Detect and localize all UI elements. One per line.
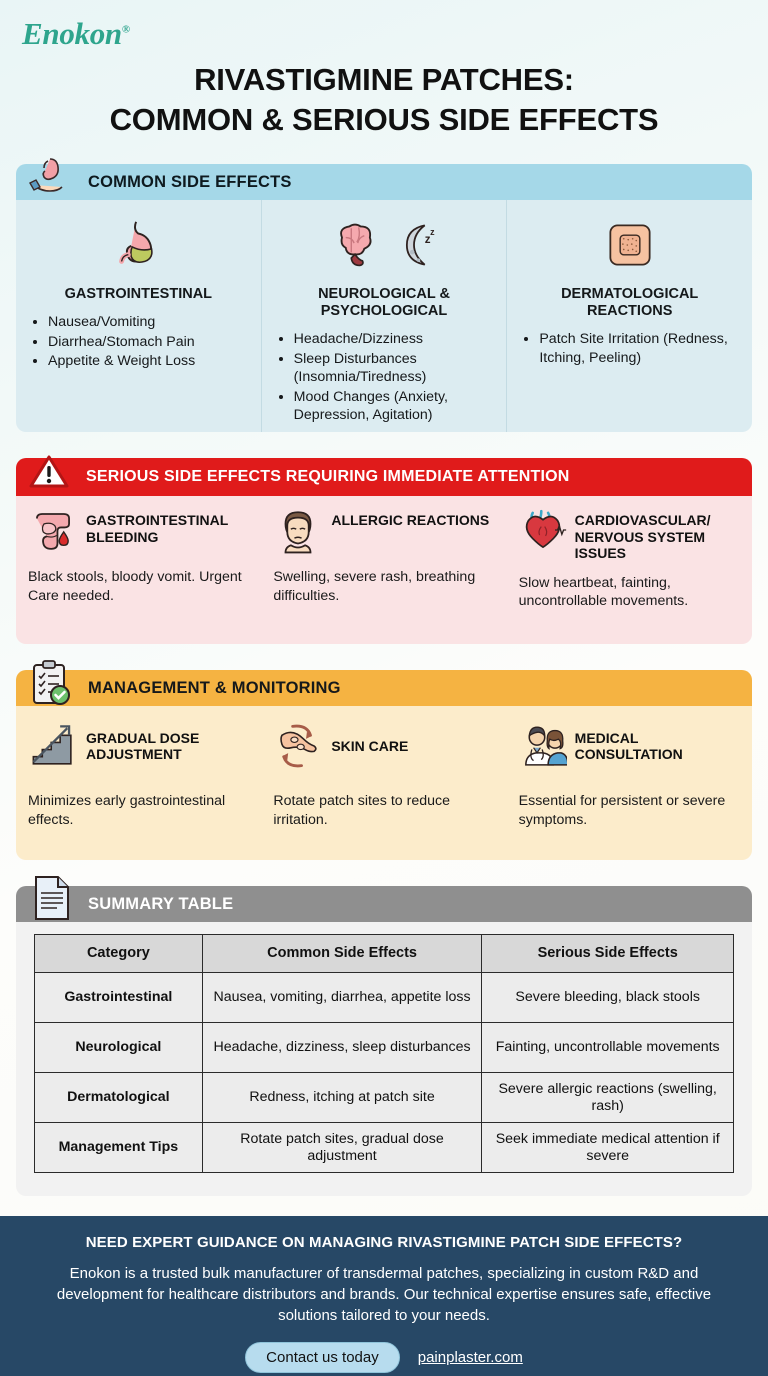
trademark-symbol: ® [121, 23, 130, 36]
arm-rotate-icon [273, 721, 323, 771]
svg-text:z: z [424, 233, 431, 247]
list-item: • Appetite & Weight Loss [48, 352, 247, 371]
brand-name: Enokon [22, 16, 122, 51]
common-column-gastrointestinal [16, 200, 261, 432]
common-column-list [48, 313, 247, 371]
serious-column-desc: Swelling, severe rash, breathing difficulties. [273, 569, 476, 604]
svg-text:z: z [430, 227, 435, 238]
cell-serious: Severe allergic reactions (swelling, rash) [482, 1073, 734, 1123]
footer-body-text: Enokon is a trusted bulk manufacturer of transdermal patches, specializing in custom R&D and development for healthcare distributors and brands. Our technical expertise ensures safe, effective solutions tailored to your needs. [56, 1265, 712, 1324]
management-column-title: SKIN CARE [331, 737, 409, 754]
management-column-skin-care [261, 716, 506, 860]
list-item: • Sleep Disturbances (Insomnia/Tiredness) [294, 350, 493, 387]
hand-stomach-icon [24, 151, 76, 203]
serious-section-header [16, 458, 752, 496]
doctors-icon [519, 722, 567, 770]
page-title-line2: COMMON & SERIOUS SIDE EFFECTS [109, 102, 659, 137]
cell-common: Redness, itching at patch site [202, 1073, 482, 1123]
cell-common: Nausea, vomiting, diarrhea, appetite loss [202, 973, 482, 1023]
management-column-dose [16, 716, 261, 860]
serious-section-title: SERIOUS SIDE EFFECTS REQUIRING IMMEDIATE ATTENTION [86, 468, 570, 485]
common-side-effects-section [16, 164, 752, 432]
page-title [0, 60, 768, 140]
cell-category: Neurological [35, 1023, 203, 1073]
intestine-bleeding-icon [28, 506, 78, 556]
management-column-desc: Rotate patch sites to reduce irritation. [273, 793, 450, 828]
list-item: • Diarrhea/Stomach Pain [48, 333, 247, 352]
cell-serious: Fainting, uncontrollable movements [482, 1023, 734, 1073]
document-icon [30, 874, 74, 922]
column-header-serious: Serious Side Effects [482, 935, 734, 973]
serious-column-gi-bleeding [16, 504, 261, 644]
summary-table [34, 934, 734, 1173]
page-title-line1: RIVASTIGMINE PATCHES: [194, 62, 574, 97]
column-header-common: Common Side Effects [202, 935, 482, 973]
cell-serious: Severe bleeding, black stools [482, 973, 734, 1023]
common-column-list [539, 330, 738, 367]
cell-common: Headache, dizziness, sleep disturbances [202, 1023, 482, 1073]
brain-moon-icon [276, 214, 493, 276]
footer-heading: NEED EXPERT GUIDANCE ON MANAGING RIVASTIGMINE PATCH SIDE EFFECTS? [85, 1234, 683, 1251]
common-column-title: DERMATOLOGICAL REACTIONS [561, 286, 699, 319]
table-row [35, 1023, 734, 1073]
cell-category: Gastrointestinal [35, 973, 203, 1023]
cell-common: Rotate patch sites, gradual dose adjustment [202, 1123, 482, 1173]
website-link[interactable]: painplaster.com [417, 1349, 523, 1366]
common-column-list [294, 330, 493, 425]
stomach-icon [30, 214, 247, 276]
warning-triangle-icon [26, 449, 72, 495]
swollen-face-icon [273, 506, 323, 556]
common-section-title: COMMON SIDE EFFECTS [88, 172, 292, 191]
cell-serious: Seek immediate medical attention if severe [482, 1123, 734, 1173]
management-column-title: MEDICAL CONSULTATION [574, 729, 683, 762]
management-section-title: MANAGEMENT & MONITORING [88, 678, 341, 697]
common-column-neurological [261, 200, 507, 432]
summary-table-section [16, 886, 752, 1196]
serious-column-desc: Slow heartbeat, fainting, uncontrollable movements. [518, 574, 689, 609]
list-item: • Headache/Dizziness [294, 330, 493, 349]
management-column-title: GRADUAL DOSE ADJUSTMENT [86, 729, 200, 762]
serious-column-desc: Black stools, bloody vomit. Urgent Care needed. [28, 569, 242, 604]
table-row [35, 1123, 734, 1173]
list-item: • Mood Changes (Anxiety, Depression, Agitation) [294, 388, 493, 425]
list-item: • Nausea/Vomiting [48, 313, 247, 332]
serious-column-title: GASTROINTESTINAL BLEEDING [86, 512, 229, 545]
serious-column-title: ALLERGIC REACTIONS [331, 512, 490, 528]
table-row [35, 1073, 734, 1123]
clipboard-check-icon [24, 657, 76, 709]
common-column-title: NEUROLOGICAL & PSYCHOLOGICAL [318, 286, 450, 319]
cell-category: Dermatological [35, 1073, 203, 1123]
moon-icon [389, 220, 439, 270]
management-section-header [16, 670, 752, 706]
serious-columns [16, 496, 752, 644]
heart-icon [519, 506, 567, 554]
footer-cta-section [0, 1216, 768, 1376]
serious-column-title: CARDIOVASCULAR/ NERVOUS SYSTEM ISSUES [574, 512, 711, 561]
table-row [35, 973, 734, 1023]
serious-column-cardiovascular [507, 504, 752, 644]
summary-table-wrapper [16, 922, 752, 1196]
summary-section-header [16, 886, 752, 922]
cell-category: Management Tips [35, 1123, 203, 1173]
management-column-desc: Essential for persistent or severe symptoms. [518, 793, 726, 828]
list-item: • Patch Site Irritation (Redness, Itching, Peeling) [539, 330, 738, 367]
brand-logo [22, 16, 130, 52]
management-section [16, 670, 752, 860]
column-header-category: Category [35, 935, 203, 973]
footer-cta-row [0, 1342, 768, 1373]
common-columns [16, 200, 752, 432]
brain-icon [329, 219, 381, 271]
common-section-header [16, 164, 752, 200]
management-column-desc: Minimizes early gastrointestinal effects. [28, 793, 226, 828]
table-header-row [35, 935, 734, 973]
management-columns [16, 706, 752, 860]
serious-column-allergic [261, 504, 506, 644]
management-column-consultation [507, 716, 752, 860]
common-column-dermatological [506, 200, 752, 432]
common-column-title: GASTROINTESTINAL [64, 286, 213, 302]
summary-section-title: SUMMARY TABLE [88, 894, 234, 913]
stairs-arrow-icon [28, 721, 78, 771]
patch-icon [521, 214, 738, 276]
contact-us-button[interactable]: Contact us today [245, 1342, 400, 1373]
serious-side-effects-section [16, 458, 752, 644]
